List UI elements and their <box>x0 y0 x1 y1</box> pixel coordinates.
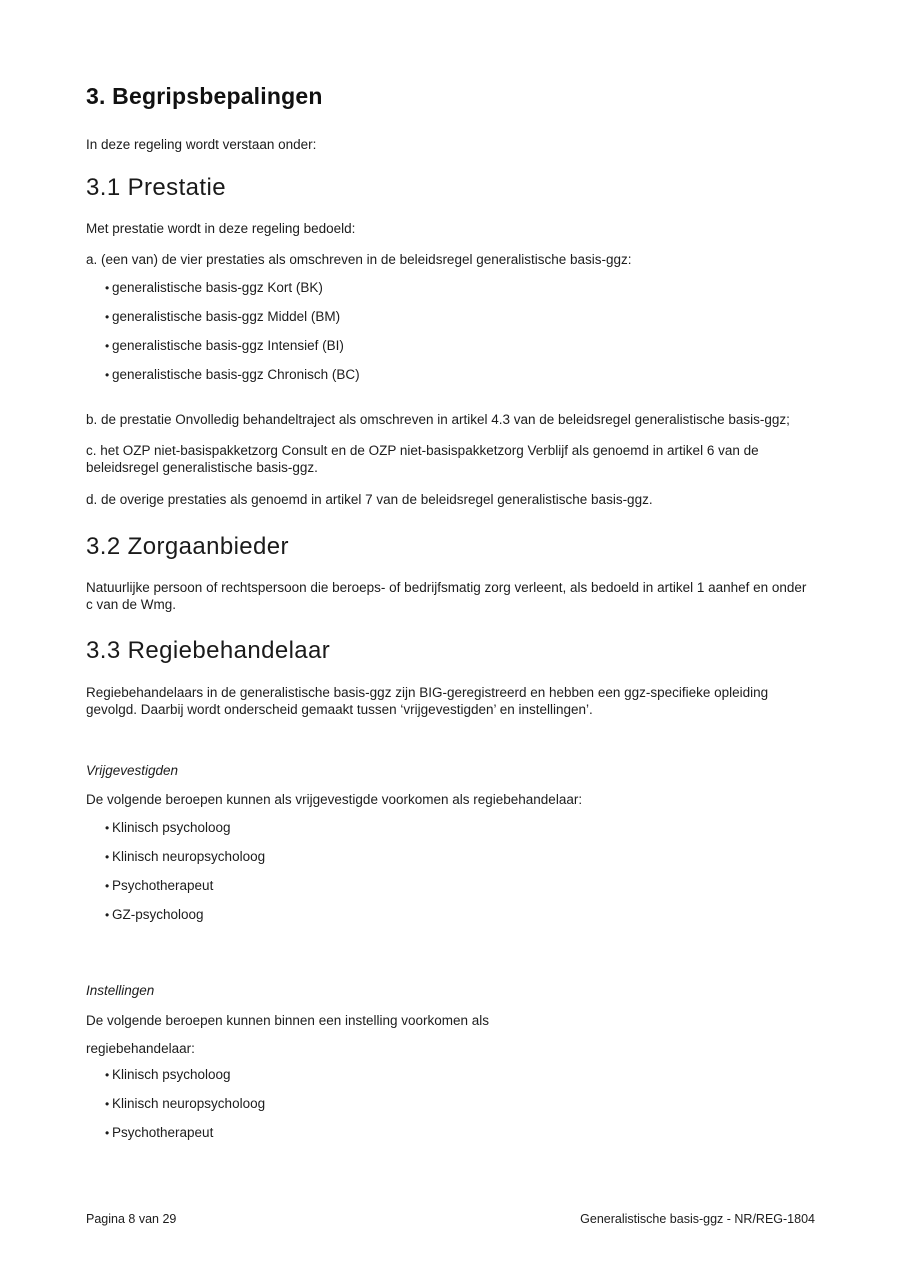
bullet-dot-icon: • <box>105 339 110 353</box>
list-item-label: generalistische basis-ggz Middel (BM) <box>112 309 341 324</box>
instellingen-label: Instellingen <box>86 983 155 998</box>
bullet-dot-icon: • <box>105 310 110 324</box>
bullet-dot-icon: • <box>105 879 110 893</box>
list-item <box>86 1089 815 1118</box>
list-item <box>86 871 815 900</box>
list-item <box>86 813 815 842</box>
list-item-label: GZ-psycholoog <box>112 907 204 922</box>
list-item <box>86 1118 815 1147</box>
instellingen-lead-line2: regiebehandelaar: <box>86 1041 195 1056</box>
list-item <box>86 360 815 389</box>
list-item <box>86 273 815 302</box>
item-d-paragraph: d. de overige prestaties als genoemd in artikel 7 van de beleidsregel generalistische basis-ggz. <box>86 492 653 507</box>
vrijgevestigden-bullet-list <box>86 813 815 929</box>
item-a-paragraph: a. (een van) de vier prestaties als omschreven in de beleidsregel generalistische basis-ggz: <box>86 252 632 267</box>
prestatie-bullet-list <box>86 273 815 389</box>
list-item-label: generalistische basis-ggz Chronisch (BC) <box>112 367 360 382</box>
bullet-dot-icon: • <box>105 821 110 835</box>
section-3-2-heading: 3.2 Zorgaanbieder <box>86 533 289 560</box>
footer-page-number: Pagina 8 van 29 <box>86 1212 177 1226</box>
instellingen-bullet-list <box>86 1060 815 1147</box>
list-item-label: Klinisch neuropsycholoog <box>112 849 266 864</box>
chapter-heading: 3. Begripsbepalingen <box>86 83 323 109</box>
list-item-label: Klinisch psycholoog <box>112 1067 231 1082</box>
list-item <box>86 331 815 360</box>
list-item <box>86 1060 815 1089</box>
bullet-dot-icon: • <box>105 908 110 922</box>
instellingen-lead-line1: De volgende beroepen kunnen binnen een instelling voorkomen als <box>86 1013 490 1028</box>
bullet-dot-icon: • <box>105 850 110 864</box>
intro-paragraph: In deze regeling wordt verstaan onder: <box>86 137 317 152</box>
bullet-dot-icon: • <box>105 368 110 382</box>
list-item-label: generalistische basis-ggz Kort (BK) <box>112 280 323 295</box>
list-item-label: Psychotherapeut <box>112 1125 214 1140</box>
vrijgevestigden-lead: De volgende beroepen kunnen als vrijgevestigde voorkomen als regiebehandelaar: <box>86 792 583 807</box>
bullet-dot-icon: • <box>105 1097 110 1111</box>
section-3-3-body: Regiebehandelaars in de generalistische basis-ggz zijn BIG-geregistreerd en hebben een ggz-specifieke opleiding gevolgd. Daarbij wordt onderscheid gemaakt tussen ‘vrijgevestigden’ en instellingen’. <box>86 685 769 717</box>
list-item-label: generalistische basis-ggz Intensief (BI) <box>112 338 344 353</box>
section-3-1-lead: Met prestatie wordt in deze regeling bedoeld: <box>86 221 356 236</box>
list-item <box>86 842 815 871</box>
item-b-paragraph: b. de prestatie Onvolledig behandeltraject als omschreven in artikel 4.3 van de beleidsregel generalistische basis-ggz; <box>86 412 790 427</box>
bullet-dot-icon: • <box>105 281 110 295</box>
list-item <box>86 900 815 929</box>
list-item <box>86 302 815 331</box>
page-footer <box>86 1211 815 1227</box>
list-item-label: Klinisch neuropsycholoog <box>112 1096 266 1111</box>
page-content <box>86 0 815 1147</box>
section-3-3-heading: 3.3 Regiebehandelaar <box>86 637 331 664</box>
list-item-label: Psychotherapeut <box>112 878 214 893</box>
list-item-label: Klinisch psycholoog <box>112 820 231 835</box>
footer-document-reference: Generalistische basis-ggz - NR/REG-1804 <box>580 1212 815 1226</box>
vrijgevestigden-label: Vrijgevestigden <box>86 763 179 778</box>
section-3-2-body: Natuurlijke persoon of rechtspersoon die beroeps- of bedrijfsmatig zorg verleent, als bedoeld in artikel 1 aanhef en onder c van de Wmg. <box>86 580 807 612</box>
bullet-dot-icon: • <box>105 1068 110 1082</box>
section-3-1-heading: 3.1 Prestatie <box>86 174 226 201</box>
item-c-paragraph: c. het OZP niet-basispakketzorg Consult en de OZP niet-basispakketzorg Verblijf als genoemd in artikel 6 van de beleidsregel generalistische basis-ggz. <box>86 443 759 475</box>
bullet-dot-icon: • <box>105 1126 110 1140</box>
